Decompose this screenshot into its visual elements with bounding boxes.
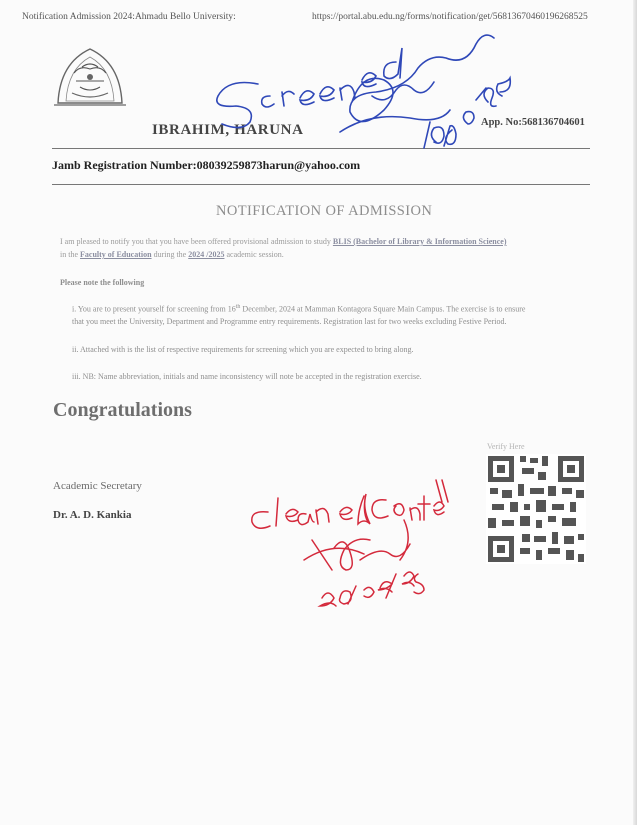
note-item-3: iii. NB: Name abbreviation, initials and name inconsistency will note be accepted in the registration exercise. <box>72 372 422 381</box>
note-item-1-continued: that you meet the University, Department and Programme entry requirements. Registration last for two weeks excluding Festive Period. <box>72 317 507 326</box>
faculty-name: Faculty of Education <box>80 250 152 259</box>
university-crest-logo <box>52 43 128 111</box>
signatory-name: Dr. A. D. Kankia <box>53 509 132 521</box>
note-item-2: ii. Attached with is the list of respective requirements for screening which you are expected to bring along. <box>72 345 414 354</box>
closing-congratulations: Congratulations <box>53 399 192 421</box>
programme-name: BLIS (Bachelor of Library & Information Science) <box>332 237 507 246</box>
jamb-registration-number: Jamb Registration Number:08039259873harun@yahoo.com <box>52 158 361 172</box>
scan-edge-shadow <box>633 0 637 825</box>
verify-label: Verify Here <box>487 442 525 451</box>
document-title: NOTIFICATION OF ADMISSION <box>216 203 433 219</box>
candidate-name: IBRAHIM, HARUNA <box>152 122 304 138</box>
notes-heading: Please note the following <box>60 278 145 287</box>
divider <box>52 184 590 185</box>
signatory-title: Academic Secretary <box>53 480 142 492</box>
divider <box>52 148 590 149</box>
print-header-url[interactable]: https://portal.abu.edu.ng/forms/notification/get/56813670460196268525 <box>312 12 588 22</box>
application-number: App. No:568136704601 <box>481 117 585 128</box>
academic-session: 2024 /2025 <box>188 250 225 259</box>
print-header-title: Notification Admission 2024:Ahmadu Bello University: <box>22 12 236 22</box>
intro-paragraph-line-2: in the Faculty of Education during the 2024 /2025 academic session. <box>60 250 284 259</box>
intro-paragraph-line-1: I am pleased to notify you that you have been offered provisional admission to study BLIS (Bachelor of Library & Information Science) <box>60 237 507 246</box>
qr-code-icon[interactable] <box>486 454 586 564</box>
note-item-1: i. You are to present yourself for screening from 16th December, 2024 at Mamman Kontagora Square Main Campus. The exercise is to ensure <box>72 304 526 314</box>
